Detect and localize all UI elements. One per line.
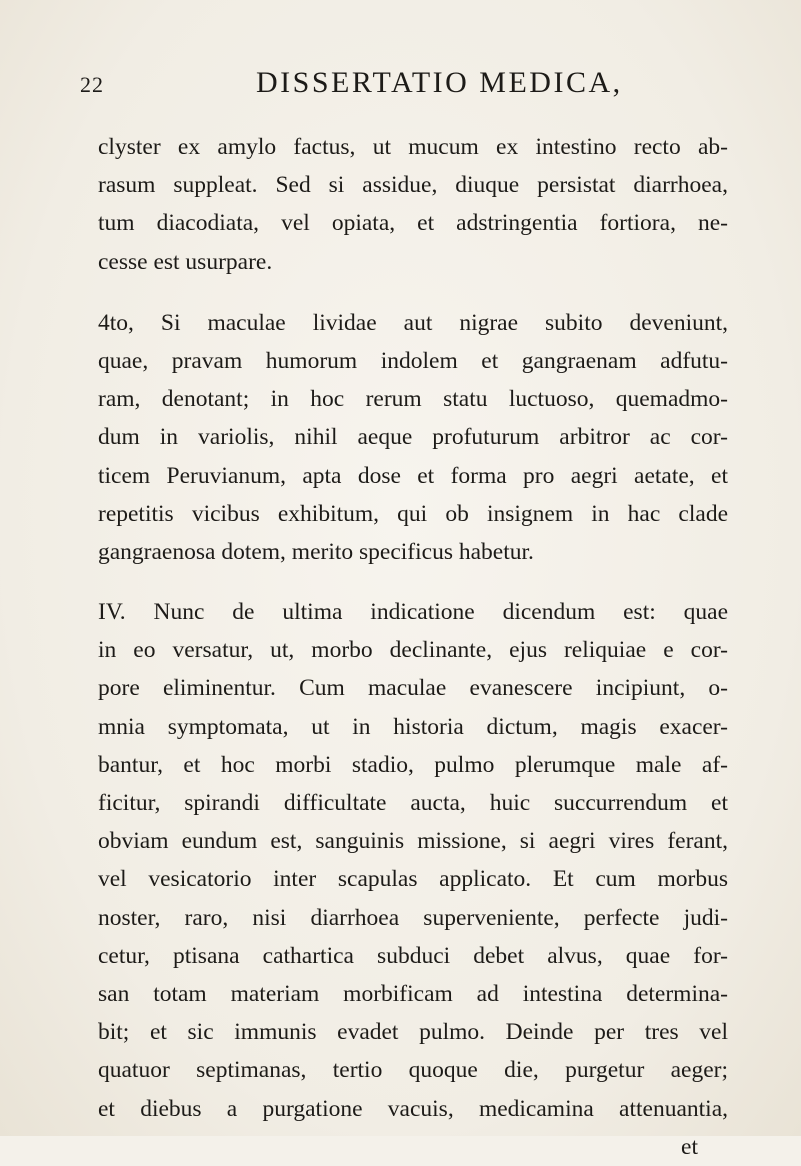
text-line: dum in variolis, nihil aeque profuturum arbitror ac cor- — [98, 424, 728, 451]
catchword: et — [681, 1133, 698, 1160]
text-line: clyster ex amylo factus, ut mucum ex intestino recto ab- — [98, 134, 728, 160]
text-line: ficitur, spirandi difficultate aucta, huic succurrendum et — [98, 790, 728, 816]
text-line: san totam materiam morbificam ad intestina determina- — [98, 980, 728, 1007]
text-line: tum diacodiata, vel opiata, et adstringentia fortiora, ne- — [98, 210, 728, 237]
text-line: quatuor septimanas, tertio quoque die, purgetur aeger; — [98, 1057, 728, 1084]
text-line: IV. Nunc de ultima indicatione dicendum est: quae — [98, 599, 728, 626]
text-line: bit; et sic immunis evadet pulmo. Deinde per tres vel — [98, 1019, 728, 1046]
text-line: mnia symptomata, ut in historia dictum, magis exacer- — [98, 713, 728, 740]
running-title: DISSERTATIO MEDICA, — [256, 66, 623, 99]
text-line: pore eliminentur. Cum maculae evanescere incipiunt, o- — [98, 675, 728, 702]
text-line: in eo versatur, ut, morbo declinante, ejus reliquiae e cor- — [98, 637, 728, 664]
text-line: bantur, et hoc morbi stadio, pulmo plerumque male af- — [98, 751, 728, 778]
paragraph-spacer — [98, 571, 728, 593]
text-line: cetur, ptisana cathartica subduci debet alvus, quae for- — [98, 942, 728, 969]
text-line: 4to, Si maculae lividae aut nigrae subito deveniunt, — [98, 309, 728, 336]
text-line: gangraenosa dotem, merito specificus habetur. — [98, 538, 534, 565]
text-line: cesse est usurpare. — [98, 248, 273, 275]
text-line: obviam eundum est, sanguinis missione, si aegri vires ferant, — [98, 828, 728, 855]
paragraph-1 — [98, 128, 728, 281]
paragraph-2 — [98, 304, 728, 571]
text-line: ram, denotant; in hoc rerum statu luctuoso, quemadmo- — [98, 386, 728, 413]
text-line: rasum suppleat. Sed si assidue, diuque persistat diarrhoea, — [98, 172, 728, 199]
body-text — [98, 128, 728, 1166]
text-line: vel vesicatorio inter scapulas applicato. Et cum morbus — [98, 866, 728, 893]
text-line: repetitis vicibus exhibitum, qui ob insignem in hac clade — [98, 500, 728, 527]
page-header — [80, 66, 720, 106]
text-line: ticem Peruvianum, apta dose et forma pro aegri aetate, et — [98, 462, 728, 489]
paragraph-spacer — [98, 281, 728, 304]
text-line: quae, pravam humorum indolem et gangraenam adfutu- — [98, 347, 728, 374]
text-line: et diebus a purgatione vacuis, medicamina attenuantia, — [98, 1095, 728, 1122]
page-number: 22 — [80, 72, 104, 97]
paragraph-3 — [98, 593, 728, 1166]
text-line: noster, raro, nisi diarrhoea superveniente, perfecte judi- — [98, 904, 728, 931]
